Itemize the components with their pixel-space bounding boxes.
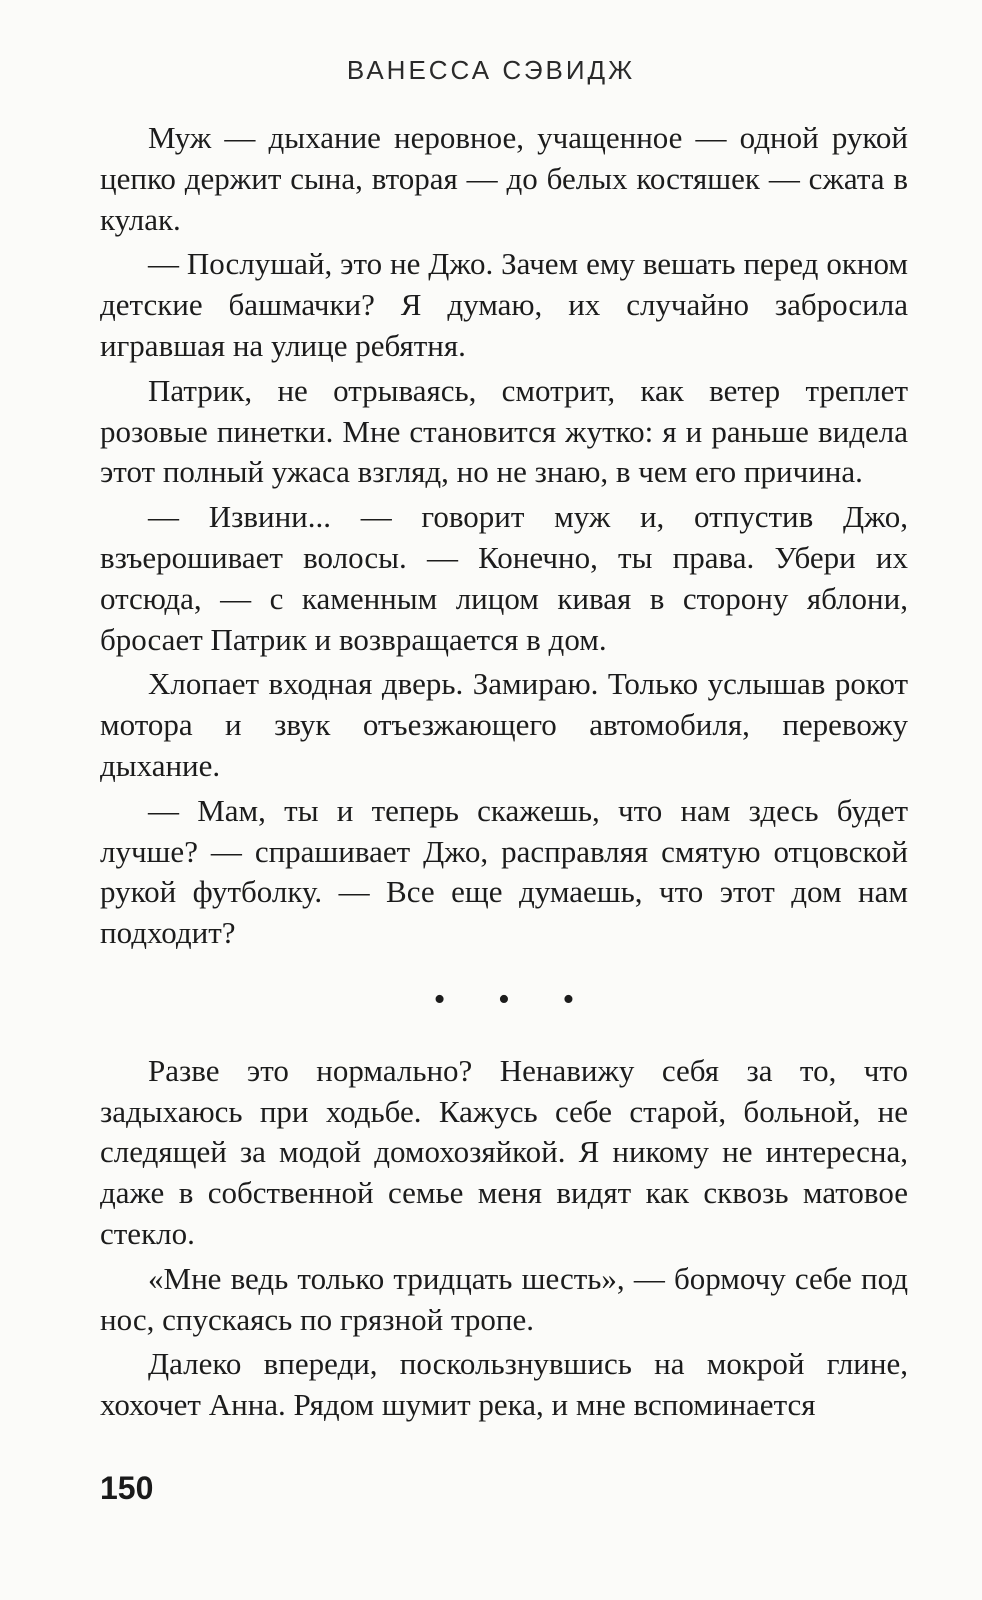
paragraph: Патрик, не отрываясь, смотрит, как ветер треплет розовые пинетки. Мне становится жутко: я и раньше видела этот полный ужаса взгляд, но не знаю, в чем его причина. — [100, 372, 908, 490]
paragraph: Муж — дыхание неровное, учащенное — одной рукой цепко держит сына, вторая — до белых костяшек — сжата в кулак. — [100, 120, 908, 237]
paragraph: — Послушай, это не Джо. Зачем ему вешать перед окном детские башмачки? Я думаю, их случайно забросила игравшая на улице ребятня. — [100, 246, 908, 363]
paragraph: — Извини... — говорит муж и, отпустив Джо, взъерошивает волосы. — Конечно, ты права. Убери их отсюда, — с каменным лицом кивая в сторону яблони, бросает Патрик и возвращается в дом. — [100, 499, 908, 657]
paragraph: Хлопает входная дверь. Замираю. Только услышав рокот мотора и звук отъезжающего автомобиля, перевожу дыхание. — [100, 666, 908, 783]
page-number: 150 — [100, 1470, 154, 1506]
paragraph: Разве это нормально? Ненавижу себя за то, что задыхаюсь при ходьбе. Кажусь себе старой, больной, не следящей за модой домохозяйкой. Я никому не интересна, даже в собственной семье меня видят как сквозь матовое стекло. — [100, 1052, 908, 1251]
body-text — [100, 118, 908, 1430]
running-header-author: ВАНЕССА СЭВИДЖ — [346, 55, 636, 85]
scene-break: • • • — [433, 980, 597, 1018]
paragraph: «Мне ведь только тридцать шесть», — бормочу себе под нос, спускаясь по грязной тропе. — [100, 1260, 908, 1337]
paragraph: Далеко впереди, поскользнувшись на мокрой глине, хохочет Анна. Рядом шумит река, и мне вспоминается — [100, 1346, 908, 1423]
paragraph: — Мам, ты и теперь скажешь, что нам здесь будет лучше? — спрашивает Джо, расправляя смятую отцовской рукой футболку. — Все еще думаешь, что этот дом нам подходит? — [100, 792, 908, 951]
